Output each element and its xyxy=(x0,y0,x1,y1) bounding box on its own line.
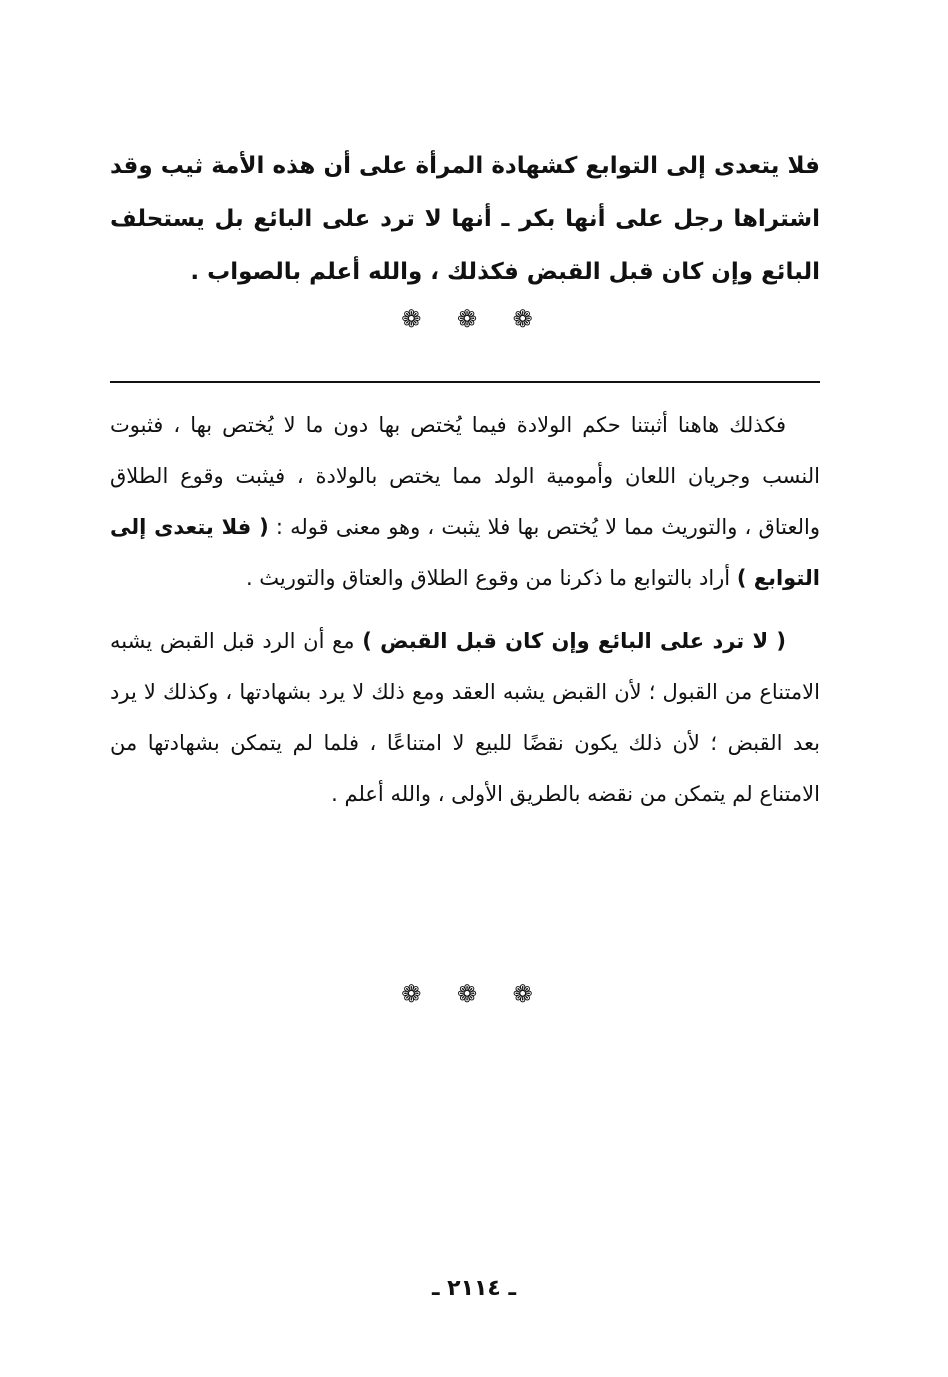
commentary-paragraph-1-tail: أراد بالتوابع ما ذكرنا من وقوع الطلاق والعتاق والتوريث . xyxy=(245,566,731,590)
commentary-paragraph-1 xyxy=(110,400,820,604)
commentary-paragraph-2-text: مع أن الرد قبل القبض يشبه الامتناع من القبول ؛ لأن القبض يشبه العقد ومع ذلك لا يرد بشهادتها ، وكذلك لا يرد بعد القبض ؛ لأن ذلك يكون نقضًا للبيع لا امتناعًا ، فلما لم يتمكن بشهادتها من الامتناع لم يتمكن من نقضه بالطريق الأولى ، والله أعلم . xyxy=(110,629,820,806)
main-text-paragraph: فلا يتعدى إلى التوابع كشهادة المرأة على أن هذه الأمة ثيب وقد اشتراها رجل على أنها بكر ـ أنها لا ترد على البائع بل يستحلف البائع وإن كان قبل القبض فكذلك ، والله أعلم بالصواب . xyxy=(110,153,820,285)
section-ornament-bottom: ❁ ❁ ❁ xyxy=(401,980,547,1008)
footnote-divider xyxy=(110,381,820,383)
commentary-quote-1: ( فلا يتعدى إلى التوابع ) xyxy=(110,515,820,590)
section-ornament-top: ❁ ❁ ❁ xyxy=(401,305,547,333)
commentary-section xyxy=(110,400,820,832)
commentary-paragraph-2 xyxy=(110,616,820,820)
page-number: ـ ٢١١٤ ـ xyxy=(431,1276,517,1301)
commentary-paragraph-1-text: فكذلك هاهنا أثبتنا حكم الولادة فيما يُختص بها دون ما لا يُختص بها ، فثبوت النسب وجريان اللعان وأمومية الولد مما يختص بالولادة ، فيثبت وقوع الطلاق والعتاق ، والتوريث مما لا يُختص بها فلا يثبت ، وهو معنى قوله : xyxy=(110,413,820,539)
commentary-quote-2: ( لا ترد على البائع وإن كان قبل القبض ) xyxy=(362,629,786,653)
